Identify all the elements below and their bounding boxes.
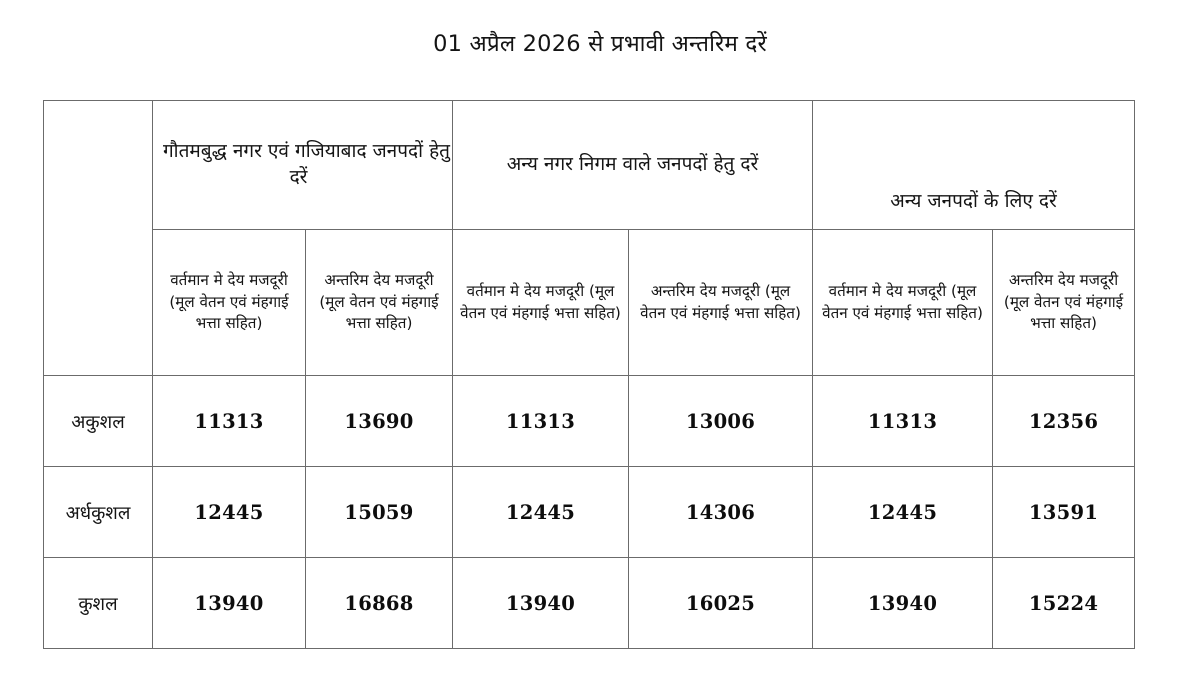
sub-header-label: वर्तमान मे देय मजदूरी (मूल वेतन एवं मंहगाई भत्ता सहित) <box>460 281 621 322</box>
table-cell <box>153 376 306 467</box>
table-cell <box>629 467 813 558</box>
cell-value: 15224 <box>1028 591 1099 615</box>
table-cell <box>993 558 1135 649</box>
cell-value: 11313 <box>194 409 264 433</box>
sub-header-label: अन्तरिम देय मजदूरी (मूल वेतन एवं मंहगाई भत्ता सहित) <box>319 271 439 333</box>
row-category <box>44 467 153 558</box>
row-category <box>44 376 153 467</box>
rate-table-container <box>43 100 1134 649</box>
table-cell <box>306 467 453 558</box>
cell-value: 12445 <box>867 500 938 524</box>
table-cell <box>629 376 813 467</box>
table-corner-cell <box>44 101 153 376</box>
cell-value: 12356 <box>1028 409 1099 433</box>
sub-header-interim-wage-3 <box>993 230 1135 376</box>
table-cell <box>153 467 306 558</box>
cell-value: 16025 <box>685 591 756 615</box>
sub-header-interim-wage-2 <box>629 230 813 376</box>
group-header-label: अन्य नगर निगम वाले जनपदों हेतु दरें <box>506 153 759 176</box>
cell-value: 11313 <box>867 409 938 433</box>
table-cell <box>813 467 993 558</box>
cell-value: 13940 <box>505 591 576 615</box>
table-cell <box>453 467 629 558</box>
group-header-label: गौतमबुद्ध नगर एवं गजियाबाद जनपदों हेतु दरें <box>162 140 450 188</box>
row-category-label: अर्धकुशल <box>65 502 131 524</box>
table-cell <box>453 558 629 649</box>
cell-value: 13006 <box>685 409 756 433</box>
sub-header-current-wage-3 <box>813 230 993 376</box>
table-sub-header-row <box>44 230 1135 376</box>
cell-value: 15059 <box>344 500 414 524</box>
cell-value: 11313 <box>505 409 576 433</box>
group-header-other-districts <box>813 101 1135 230</box>
cell-value: 12445 <box>505 500 576 524</box>
table-row <box>44 558 1135 649</box>
group-header-other-nagar-nigam <box>453 101 813 230</box>
sub-header-current-wage-2 <box>453 230 629 376</box>
table-cell <box>453 376 629 467</box>
row-category <box>44 558 153 649</box>
table-cell <box>993 467 1135 558</box>
interim-wage-rates-table <box>43 100 1135 649</box>
sub-header-label: वर्तमान मे देय मजदूरी (मूल वेतन एवं मंहगाई भत्ता सहित) <box>169 271 289 333</box>
table-group-header-row <box>44 101 1135 230</box>
row-category-label: कुशल <box>78 593 118 615</box>
table-cell <box>629 558 813 649</box>
cell-value: 13940 <box>867 591 938 615</box>
cell-value: 14306 <box>685 500 756 524</box>
cell-value: 16868 <box>344 591 414 615</box>
group-header-label: अन्य जनपदों के लिए दरें <box>890 190 1057 213</box>
table-row <box>44 467 1135 558</box>
table-cell <box>153 558 306 649</box>
cell-value: 12445 <box>194 500 264 524</box>
sub-header-label: वर्तमान मे देय मजदूरी (मूल वेतन एवं मंहगाई भत्ता सहित) <box>822 281 983 322</box>
table-cell <box>813 376 993 467</box>
sub-header-interim-wage-1 <box>306 230 453 376</box>
row-category-label: अकुशल <box>71 411 125 433</box>
table-cell <box>813 558 993 649</box>
group-header-gautambuddh-ghaziabad <box>153 101 453 230</box>
table-row <box>44 376 1135 467</box>
cell-value: 13940 <box>194 591 264 615</box>
table-cell <box>306 376 453 467</box>
sub-header-current-wage-1 <box>153 230 306 376</box>
table-cell <box>993 376 1135 467</box>
page-title: 01 अप्रैल 2026 से प्रभावी अन्तरिम दरें <box>433 31 767 57</box>
cell-value: 13690 <box>344 409 414 433</box>
sub-header-label: अन्तरिम देय मजदूरी (मूल वेतन एवं मंहगाई भत्ता सहित) <box>640 281 801 322</box>
sub-header-label: अन्तरिम देय मजदूरी (मूल वेतन एवं मंहगाई भत्ता सहित) <box>1003 271 1124 333</box>
cell-value: 13591 <box>1028 500 1099 524</box>
table-cell <box>306 558 453 649</box>
